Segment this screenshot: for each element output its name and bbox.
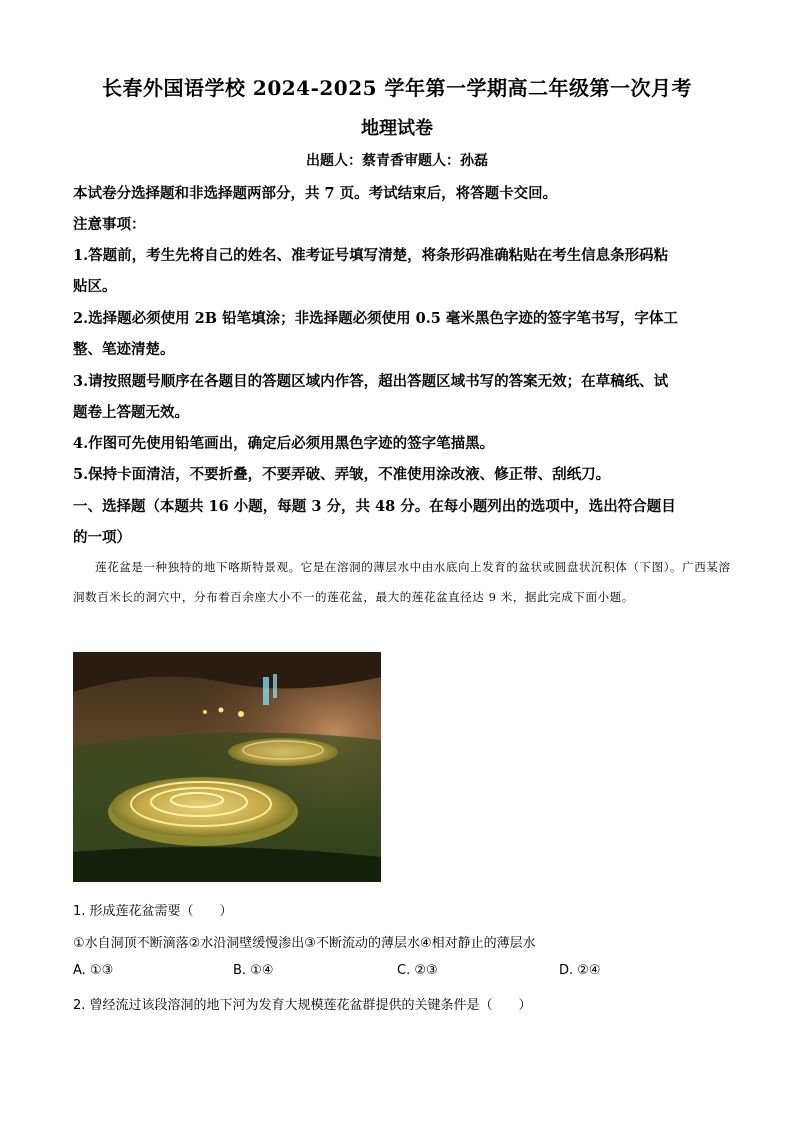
authors-line: 出题人：蔡青香审题人：孙磊 xyxy=(306,153,488,169)
subject-title: 地理试卷 xyxy=(361,118,433,139)
question-2-stem: 2. 曾经流过该段溶洞的地下河为发育大规模莲花盆群提供的关键条件是（ ） xyxy=(73,998,532,1013)
exam-title: 长春外国语学校 2024-2025 学年第一学期高二年级第一次月考 xyxy=(101,76,693,100)
instruction-3a: 3.请按照题号顺序在各题目的答题区域内作答，超出答题区域书写的答案无效；在草稿纸、试 xyxy=(73,373,669,390)
instruction-1a: 1.答题前，考生先将自己的姓名、准考证号填写清楚，将条形码准确粘贴在考生信息条形码粘 xyxy=(73,247,669,264)
instruction-3b: 题卷上答题无效。 xyxy=(73,404,189,421)
section-heading-2: 的一项） xyxy=(73,529,131,546)
notice-heading: 注意事项： xyxy=(73,216,146,233)
section-heading-1: 一、选择题（本题共 16 小题，每题 3 分，共 48 分。在每小题列出的选项中，选出符合题目 xyxy=(73,498,676,515)
question-1-option-d[interactable]: D. ②④ xyxy=(559,963,601,978)
instruction-1b: 贴区。 xyxy=(73,278,117,295)
instruction-5: 5.保持卡面清洁，不要折叠，不要弄破、弄皱，不准使用涂改液、修正带、刮纸刀。 xyxy=(73,466,611,483)
question-1-option-b[interactable]: B. ①④ xyxy=(233,963,274,978)
cave-photo xyxy=(73,652,381,882)
instruction-2b: 整、笔迹清楚。 xyxy=(73,341,175,358)
question-1-stem: 1. 形成莲花盆需要（ ） xyxy=(73,904,233,919)
reading-passage: 莲花盆是一种独特的地下喀斯特景观。它是在溶洞的薄层水中由水底向上发育的盆状或圆盘状沉积体（下图）。广西某溶洞数百米长的洞穴中，分布着百余座大小不一的莲花盆，最大的莲花盆直径达 9 米，据此完成下面小题。 xyxy=(73,560,731,604)
summary-line: 本试卷分选择题和非选择题两部分，共 7 页。考试结束后，将答题卡交回。 xyxy=(73,185,558,202)
question-1-option-a[interactable]: A. ①③ xyxy=(73,963,114,978)
instruction-2a: 2.选择题必须使用 2B 铅笔填涂；非选择题必须使用 0.5 毫米黑色字迹的签字笔书写，字体工 xyxy=(73,310,678,327)
question-1-statements: ①水自洞顶不断滴落②水沿洞壁缓慢渗出③不断流动的薄层水④相对静止的薄层水 xyxy=(73,936,536,951)
instruction-4: 4.作图可先使用铅笔画出，确定后必须用黑色字迹的签字笔描黑。 xyxy=(73,435,495,452)
question-1-option-c[interactable]: C. ②③ xyxy=(397,963,438,978)
